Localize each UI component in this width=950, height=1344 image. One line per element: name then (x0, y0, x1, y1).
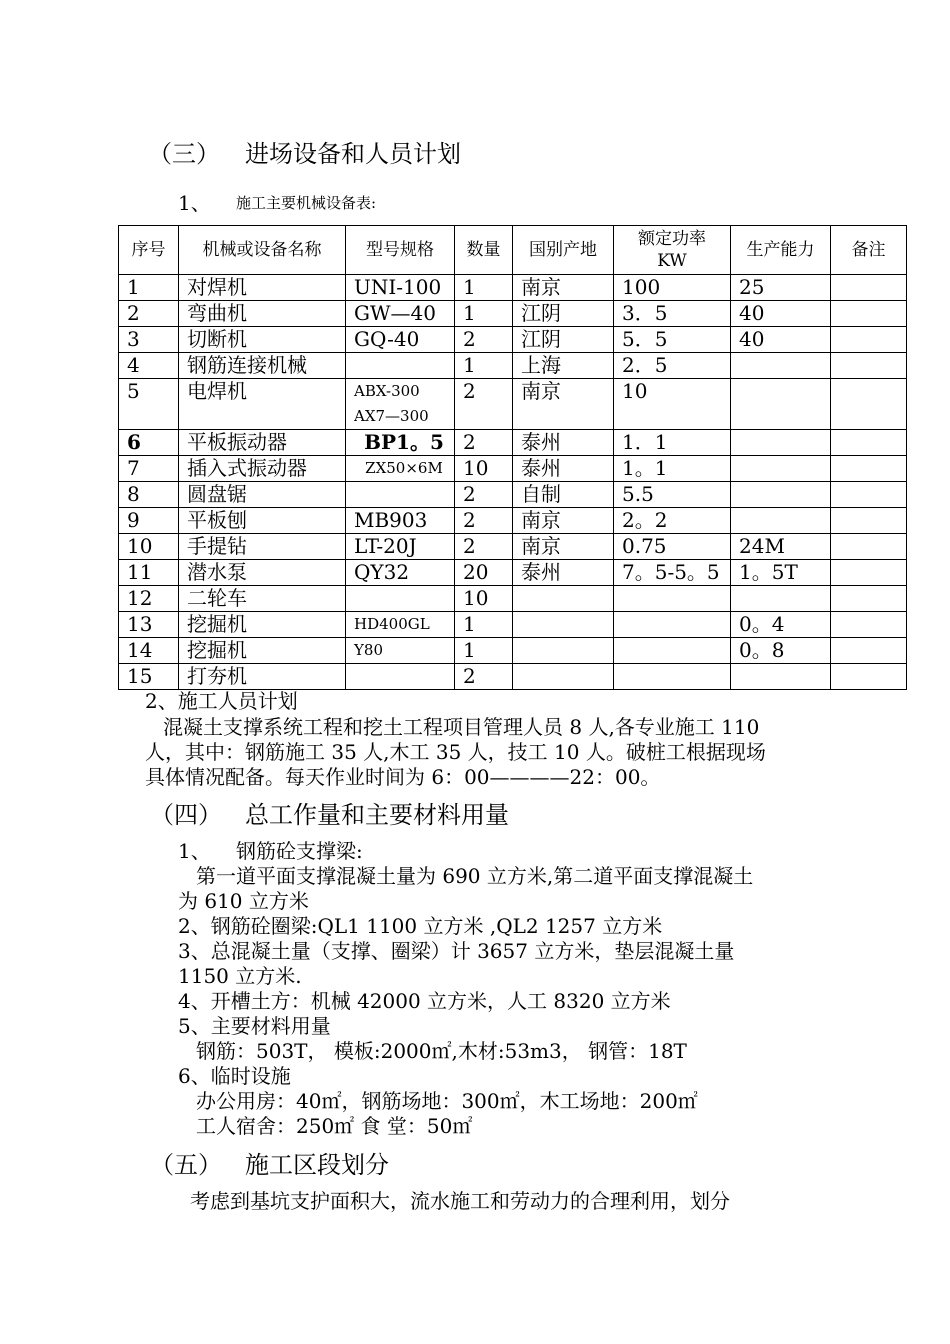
table-row (119, 327, 907, 353)
cell-capacity: 40 (731, 327, 831, 353)
cell-capacity: 40 (731, 301, 831, 327)
cell-name: 弯曲机 (179, 301, 346, 327)
cell-quantity: 2 (455, 327, 513, 353)
cell-name: 切断机 (179, 327, 346, 353)
cell-capacity (731, 379, 831, 430)
cell-power (614, 586, 731, 612)
cell-quantity: 10 (455, 456, 513, 482)
cell-origin: 南京 (513, 275, 614, 301)
header-model: 型号规格 (346, 226, 455, 275)
table-row (119, 275, 907, 301)
cell-quantity: 2 (455, 534, 513, 560)
work-item-5: 5、主要材料用量 (178, 1014, 331, 1038)
cell-remarks (831, 664, 907, 690)
cell-origin: 南京 (513, 534, 614, 560)
cell-model: GQ-40 (346, 327, 455, 353)
cell-power: 5.5 (614, 482, 731, 508)
cell-remarks (831, 534, 907, 560)
cell-model (346, 586, 455, 612)
work-item-5-detail: 钢筋：503T， 模板:2000㎡,木材:53m3， 钢管：18T (196, 1039, 687, 1063)
section-4-title: 总工作量和主要材料用量 (245, 801, 509, 829)
table-row (119, 456, 907, 482)
cell-capacity (731, 456, 831, 482)
cell-capacity (731, 664, 831, 690)
cell-capacity: 0。4 (731, 612, 831, 638)
work-item-1-number: 1、 (178, 839, 211, 863)
cell-quantity: 20 (455, 560, 513, 586)
cell-index: 6 (119, 430, 179, 456)
personnel-line-1: 混凝土支撑系统工程和挖土工程项目管理人员 8 人,各专业施工 110 (163, 715, 760, 739)
section-4-number: （四） (150, 801, 222, 829)
section-5-number: （五） (150, 1151, 222, 1179)
cell-capacity (731, 430, 831, 456)
cell-origin: 南京 (513, 508, 614, 534)
table-row (119, 353, 907, 379)
header-origin: 国别产地 (513, 226, 614, 275)
header-quantity: 数量 (455, 226, 513, 275)
cell-remarks (831, 560, 907, 586)
table-header-row (119, 226, 907, 275)
cell-index: 14 (119, 638, 179, 664)
cell-name: 挖掘机 (179, 638, 346, 664)
cell-origin: 南京 (513, 379, 614, 430)
cell-remarks (831, 638, 907, 664)
section-5-paragraph: 考虑到基坑支护面积大，流水施工和劳动力的合理利用，划分 (190, 1189, 730, 1213)
cell-power: 2。2 (614, 508, 731, 534)
cell-power: 5．5 (614, 327, 731, 353)
cell-capacity: 24M (731, 534, 831, 560)
cell-quantity: 2 (455, 508, 513, 534)
table-row (119, 301, 907, 327)
subsection-1-title: 施工主要机械设备表: (236, 194, 377, 212)
header-power-unit: KW (657, 251, 687, 271)
cell-origin (513, 638, 614, 664)
work-item-3-line-1: 3、总混凝土量（支撑、圈梁）计 3657 立方米，垫层混凝土量 (178, 939, 735, 963)
cell-index: 7 (119, 456, 179, 482)
cell-model: QY32 (346, 560, 455, 586)
cell-index: 10 (119, 534, 179, 560)
cell-model (346, 379, 455, 430)
cell-quantity: 10 (455, 586, 513, 612)
cell-remarks (831, 327, 907, 353)
cell-remarks (831, 353, 907, 379)
cell-model: Y80 (346, 638, 455, 664)
cell-remarks (831, 456, 907, 482)
cell-model (346, 664, 455, 690)
cell-remarks (831, 301, 907, 327)
cell-name: 挖掘机 (179, 612, 346, 638)
cell-quantity: 2 (455, 482, 513, 508)
cell-capacity: 25 (731, 275, 831, 301)
cell-index: 2 (119, 301, 179, 327)
cell-capacity (731, 353, 831, 379)
cell-remarks (831, 508, 907, 534)
personnel-line-3: 具体情况配备。每天作业时间为 6：00————22：00。 (145, 765, 661, 789)
cell-origin (513, 664, 614, 690)
cell-power: 3．5 (614, 301, 731, 327)
cell-model (346, 353, 455, 379)
cell-name: 圆盘锯 (179, 482, 346, 508)
cell-origin (513, 586, 614, 612)
cell-quantity: 1 (455, 301, 513, 327)
cell-capacity (731, 482, 831, 508)
header-power (614, 226, 731, 275)
cell-model: BP1。5 (346, 430, 455, 456)
work-item-1-line-1: 第一道平面支撑混凝土量为 690 立方米,第二道平面支撑混凝土 (196, 864, 754, 888)
cell-power (614, 638, 731, 664)
cell-name: 打夯机 (179, 664, 346, 690)
cell-origin: 江阴 (513, 301, 614, 327)
cell-index: 3 (119, 327, 179, 353)
cell-remarks (831, 275, 907, 301)
equipment-table (118, 225, 907, 690)
work-item-1-title: 钢筋砼支撑梁: (236, 839, 363, 863)
header-capacity: 生产能力 (731, 226, 831, 275)
table-row (119, 586, 907, 612)
table-row (119, 534, 907, 560)
cell-index: 13 (119, 612, 179, 638)
table-row (119, 430, 907, 456)
cell-name: 潜水泵 (179, 560, 346, 586)
cell-quantity: 2 (455, 379, 513, 430)
cell-quantity: 1 (455, 612, 513, 638)
cell-index: 11 (119, 560, 179, 586)
work-item-6-line-2: 工人宿舍：250㎡ 食 堂：50㎡ (196, 1114, 473, 1138)
cell-model: HD400GL (346, 612, 455, 638)
cell-model-line: ABX-300 (354, 382, 420, 400)
cell-power: 1．1 (614, 430, 731, 456)
cell-capacity (731, 508, 831, 534)
work-item-4: 4、开槽土方：机械 42000 立方米，人工 8320 立方米 (178, 989, 671, 1013)
cell-name: 二轮车 (179, 586, 346, 612)
subsection-1-number: 1、 (178, 191, 211, 215)
cell-model: GW—40 (346, 301, 455, 327)
cell-power: 1。1 (614, 456, 731, 482)
work-item-6-line-1: 办公用房：40㎡，钢筋场地：300㎡，木工场地：200㎡ (196, 1089, 698, 1113)
cell-origin: 泰州 (513, 430, 614, 456)
cell-model: ZX50×6M (346, 456, 455, 482)
cell-model-line: AX7—300 (354, 407, 429, 425)
cell-index: 9 (119, 508, 179, 534)
cell-power: 100 (614, 275, 731, 301)
cell-remarks (831, 586, 907, 612)
cell-name: 手提钻 (179, 534, 346, 560)
cell-index: 1 (119, 275, 179, 301)
cell-origin: 泰州 (513, 560, 614, 586)
cell-power: 7。5-5。5 (614, 560, 731, 586)
header-power-label: 额定功率 (638, 229, 706, 249)
work-item-1-line-2: 为 610 立方米 (178, 889, 309, 913)
cell-model (346, 482, 455, 508)
cell-index: 8 (119, 482, 179, 508)
cell-index: 5 (119, 379, 179, 430)
section-3-number: （三） (148, 140, 220, 168)
cell-name: 钢筋连接机械 (179, 353, 346, 379)
work-item-6: 6、临时设施 (178, 1064, 291, 1088)
cell-power (614, 664, 731, 690)
cell-remarks (831, 612, 907, 638)
table-row (119, 482, 907, 508)
cell-model: UNI-100 (346, 275, 455, 301)
cell-power: 0.75 (614, 534, 731, 560)
cell-origin: 江阴 (513, 327, 614, 353)
cell-remarks (831, 430, 907, 456)
cell-quantity: 1 (455, 638, 513, 664)
cell-origin: 自制 (513, 482, 614, 508)
table-row (119, 612, 907, 638)
section-5-title: 施工区段划分 (245, 1151, 389, 1179)
cell-name: 平板刨 (179, 508, 346, 534)
cell-name: 平板振动器 (179, 430, 346, 456)
cell-capacity: 0。8 (731, 638, 831, 664)
header-remarks: 备注 (831, 226, 907, 275)
work-item-3-line-2: 1150 立方米. (178, 964, 302, 988)
cell-quantity: 2 (455, 430, 513, 456)
personnel-heading: 2、施工人员计划 (145, 689, 298, 713)
header-name: 机械或设备名称 (179, 226, 346, 275)
section-3-title: 进场设备和人员计划 (245, 140, 461, 168)
table-row (119, 560, 907, 586)
cell-name: 插入式振动器 (179, 456, 346, 482)
personnel-line-2: 人，其中：钢筋施工 35 人,木工 35 人，技工 10 人。破桩工根据现场 (145, 740, 766, 764)
cell-capacity: 1。5T (731, 560, 831, 586)
cell-remarks (831, 482, 907, 508)
cell-power: 2．5 (614, 353, 731, 379)
cell-model: LT-20J (346, 534, 455, 560)
table-row (119, 508, 907, 534)
cell-name: 对焊机 (179, 275, 346, 301)
cell-origin: 上海 (513, 353, 614, 379)
cell-quantity: 1 (455, 275, 513, 301)
cell-capacity (731, 586, 831, 612)
cell-power (614, 612, 731, 638)
work-item-2: 2、钢筋砼圈梁:QL1 1100 立方米 ,QL2 1257 立方米 (178, 914, 663, 938)
cell-power: 10 (614, 379, 731, 430)
header-index: 序号 (119, 226, 179, 275)
cell-index: 4 (119, 353, 179, 379)
cell-index: 12 (119, 586, 179, 612)
cell-index: 15 (119, 664, 179, 690)
cell-remarks (831, 379, 907, 430)
cell-origin: 泰州 (513, 456, 614, 482)
cell-origin (513, 612, 614, 638)
cell-quantity: 2 (455, 664, 513, 690)
cell-quantity: 1 (455, 353, 513, 379)
table-row (119, 379, 907, 430)
cell-name: 电焊机 (179, 379, 346, 430)
table-row (119, 638, 907, 664)
cell-model: MB903 (346, 508, 455, 534)
